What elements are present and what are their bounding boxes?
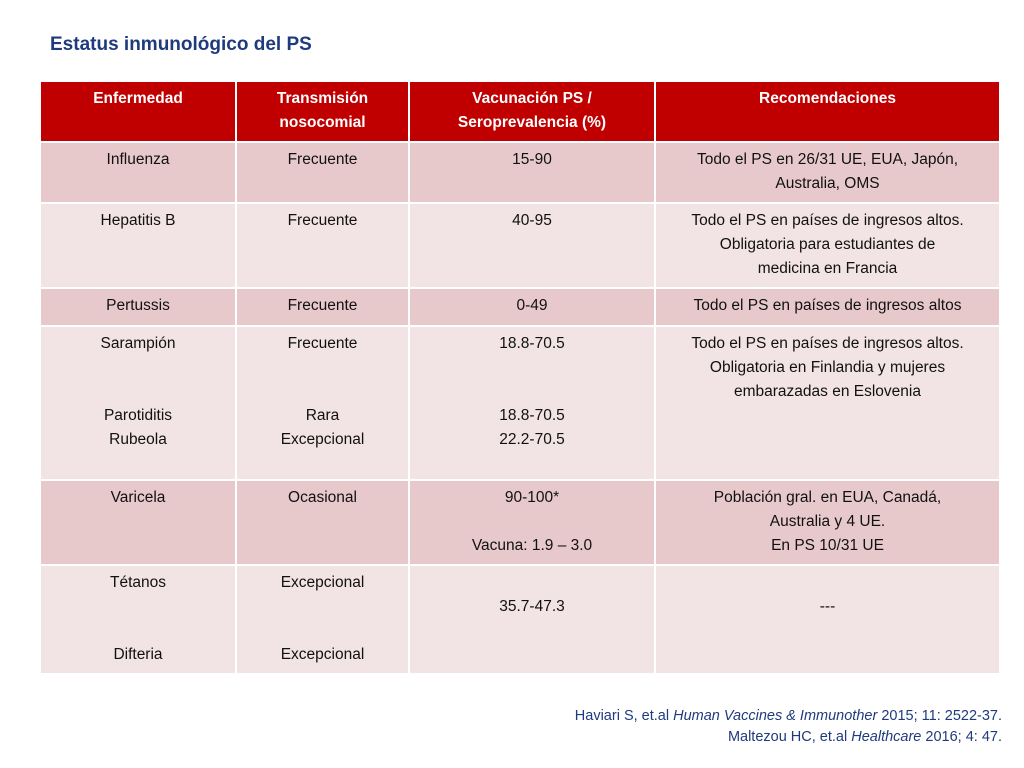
header-disease: Enfermedad (40, 81, 236, 142)
cell-seroprevalence: 40-95 (409, 203, 655, 288)
cell-transmission: Frecuente (236, 203, 409, 288)
cell-seroprevalence: 35.7-47.3 (409, 565, 655, 674)
cell-disease: Influenza (40, 142, 236, 203)
cell-transmission: Frecuente (236, 142, 409, 203)
cell-recommendation: Todo el PS en 26/31 UE, EUA, Japón, Australia, OMS (655, 142, 1000, 203)
reference-1: Haviari S, et.al Human Vaccines & Immunother 2015; 11: 2522-37. (574, 708, 1002, 724)
references (575, 706, 1002, 748)
cell-seroprevalence: 15-90 (409, 142, 655, 203)
cell-recommendation: Todo el PS en países de ingresos altos. Obligatoria para estudiantes de medicina en Francia (655, 203, 1000, 288)
header-transmission: Transmisión nosocomial (236, 81, 409, 142)
cell-disease: Varicela (40, 480, 236, 565)
cell-recommendation: Todo el PS en países de ingresos altos (655, 288, 1000, 326)
cell-disease: Hepatitis B (40, 203, 236, 288)
immunization-status-table (39, 80, 1001, 675)
reference-2: Maltezou HC, et.al Healthcare 2016; 4: 47. (727, 729, 1002, 745)
cell-seroprevalence: 90-100* Vacuna: 1.9 – 3.0 (409, 480, 655, 565)
table-row (40, 480, 1000, 565)
cell-recommendation: Todo el PS en países de ingresos altos. Obligatoria en Finlandia y mujeres embarazadas en Eslovenia (655, 326, 1000, 480)
cell-seroprevalence: 0-49 (409, 288, 655, 326)
table-header-row (40, 81, 1000, 142)
table-row (40, 565, 1000, 674)
header-recommendations: Recomendaciones (655, 81, 1000, 142)
cell-disease: Pertussis (40, 288, 236, 326)
cell-transmission: Ocasional (236, 480, 409, 565)
table-row (40, 288, 1000, 326)
table-row (40, 326, 1000, 480)
cell-seroprevalence: 18.8-70.5 18.8-70.5 22.2-70.5 (409, 326, 655, 480)
table-row (40, 203, 1000, 288)
cell-transmission: Frecuente (236, 288, 409, 326)
cell-recommendation: Población gral. en EUA, Canadá, Australia y 4 UE. En PS 10/31 UE (655, 480, 1000, 565)
table-row (40, 142, 1000, 203)
cell-recommendation: --- (655, 565, 1000, 674)
cell-disease: Sarampión Parotiditis Rubeola (40, 326, 236, 480)
slide-title: Estatus inmunológico del PS (50, 34, 312, 55)
header-vaccination-seroprevalence: Vacunación PS / Seroprevalencia (%) (409, 81, 655, 142)
cell-transmission: Excepcional Excepcional (236, 565, 409, 674)
cell-disease: Tétanos Difteria (40, 565, 236, 674)
cell-transmission: Frecuente Rara Excepcional (236, 326, 409, 480)
